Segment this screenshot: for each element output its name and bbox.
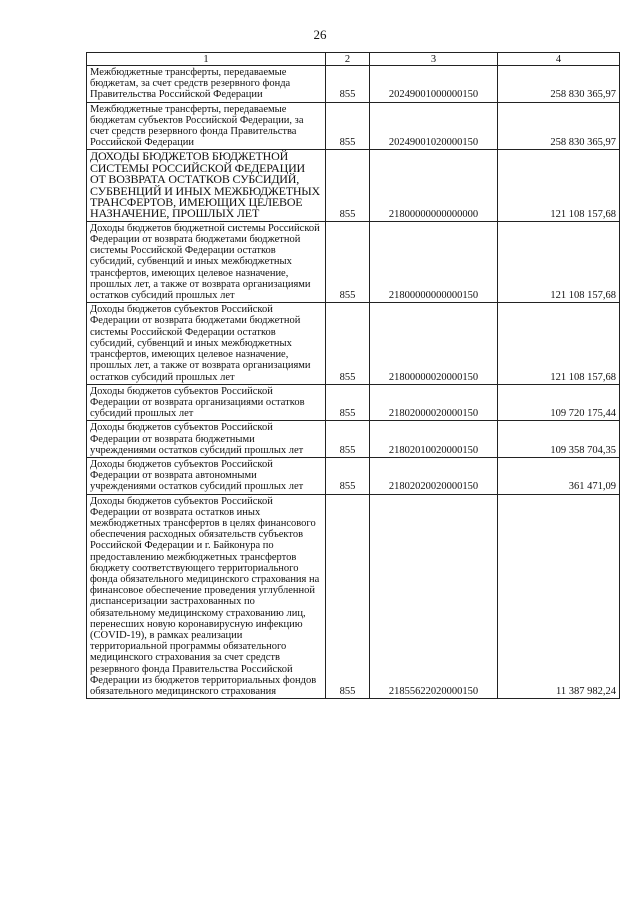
row-name: Доходы бюджетов бюджетной системы Российской Федерации от возврата бюджетами бюджетной системы Российской Федерации остатков субсидий, субвенций и иных межбюджетных трансфертов, имеющих целевое назначение, прошлых лет, а также от возврата организациями остатков субсидий прошлых лет (87, 221, 326, 302)
row-name: Межбюджетные трансферты, передаваемые бюджетам, за счет средств резервного фонда Правительства Российской Федерации (87, 66, 326, 103)
row-budget-code: 20249001000000150 (370, 66, 498, 103)
revenue-table (86, 52, 620, 699)
row-amount: 258 830 365,97 (498, 102, 620, 150)
table-row (87, 494, 620, 699)
row-name: Доходы бюджетов субъектов Российской Федерации от возврата организациями остатков субсидий прошлых лет (87, 384, 326, 421)
row-admin-code: 855 (326, 421, 370, 458)
row-name: Доходы бюджетов субъектов Российской Федерации от возврата бюджетными учреждениями остатков субсидий прошлых лет (87, 421, 326, 458)
row-admin-code: 855 (326, 494, 370, 699)
row-name: Доходы бюджетов субъектов Российской Федерации от возврата остатков иных межбюджетных трансфертов в целях финансового обеспечения расходных обязательств субъектов Российской Федерации и г. Байконура по предоставлению межбюджетных трансфертов бюджету соответствующего территориального фонда обязательного медицинского страхования на финансовое обеспечение проведения углубленной диспансеризации застрахованных по обязательному медицинскому страхованию лиц, перенесших новую коронавирусную инфекцию (COVID-19), в рамках реализации территориальной программы обязательного медицинского страхования за счет средств резервного фонда Правительства Российской Федерации из бюджетов территориальных фондов обязательного медицинского страхования (87, 494, 326, 699)
table-row (87, 384, 620, 421)
row-amount: 121 108 157,68 (498, 221, 620, 302)
row-budget-code: 21800000000000000 (370, 150, 498, 221)
row-admin-code: 855 (326, 457, 370, 494)
column-header-3: 3 (370, 53, 498, 66)
row-budget-code: 21802020020000150 (370, 457, 498, 494)
row-budget-code: 21800000020000150 (370, 303, 498, 384)
row-admin-code: 855 (326, 66, 370, 103)
row-budget-code: 20249001020000150 (370, 102, 498, 150)
row-name: Доходы бюджетов субъектов Российской Федерации от возврата бюджетами бюджетной системы Российской Федерации остатков субсидий, субвенций и иных межбюджетных трансфертов, имеющих целевое назначение, прошлых лет, а также от возврата организациями остатков субсидий прошлых лет (87, 303, 326, 384)
row-name: Доходы бюджетов субъектов Российской Федерации от возврата автономными учреждениями остатков субсидий прошлых лет (87, 457, 326, 494)
table-row (87, 102, 620, 150)
table-row (87, 150, 620, 221)
row-amount: 121 108 157,68 (498, 150, 620, 221)
row-budget-code: 21802000020000150 (370, 384, 498, 421)
table-header-row (87, 53, 620, 66)
table-row (87, 66, 620, 103)
row-admin-code: 855 (326, 102, 370, 150)
row-amount: 258 830 365,97 (498, 66, 620, 103)
row-amount: 361 471,09 (498, 457, 620, 494)
row-amount: 109 720 175,44 (498, 384, 620, 421)
row-budget-code: 21802010020000150 (370, 421, 498, 458)
row-amount: 11 387 982,24 (498, 494, 620, 699)
row-admin-code: 855 (326, 384, 370, 421)
table-row (87, 221, 620, 302)
row-name: ДОХОДЫ БЮДЖЕТОВ БЮДЖЕТНОЙ СИСТЕМЫ РОССИЙСКОЙ ФЕДЕРАЦИИ ОТ ВОЗВРАТА ОСТАТКОВ СУБСИДИЙ, СУБВЕНЦИЙ И ИНЫХ МЕЖБЮДЖЕТНЫХ ТРАНСФЕРТОВ, ИМЕЮЩИХ ЦЕЛЕВОЕ НАЗНАЧЕНИЕ, ПРОШЛЫХ ЛЕТ (87, 150, 326, 221)
row-name: Межбюджетные трансферты, передаваемые бюджетам субъектов Российской Федерации, за счет средств резервного фонда Правительства Российской Федерации (87, 102, 326, 150)
row-admin-code: 855 (326, 303, 370, 384)
table-row (87, 421, 620, 458)
row-budget-code: 21800000000000150 (370, 221, 498, 302)
row-budget-code: 21855622020000150 (370, 494, 498, 699)
column-header-4: 4 (498, 53, 620, 66)
table-row (87, 457, 620, 494)
column-header-1: 1 (87, 53, 326, 66)
row-amount: 109 358 704,35 (498, 421, 620, 458)
row-amount: 121 108 157,68 (498, 303, 620, 384)
column-header-2: 2 (326, 53, 370, 66)
row-admin-code: 855 (326, 150, 370, 221)
table-row (87, 303, 620, 384)
row-admin-code: 855 (326, 221, 370, 302)
page-number: 26 (313, 27, 327, 42)
